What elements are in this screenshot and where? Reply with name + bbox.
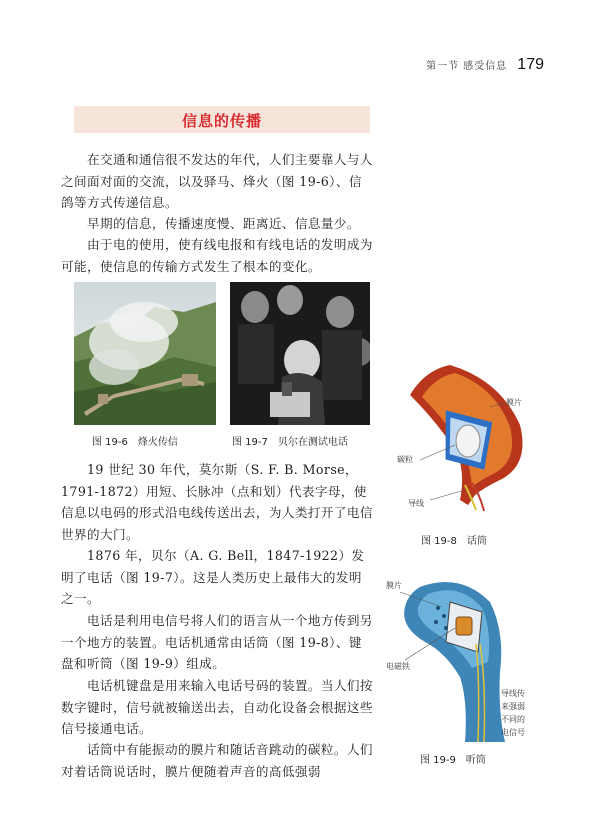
page-header [426,56,544,74]
electromagnet-label: 电磁铁 [386,662,410,671]
paragraph-1: 在交通和通信很不发达的年代，人们主要靠人与人之间面对面的交流，以及驿马、烽火（图 19-6）、信鸽等方式传递信息。 [61,152,373,210]
membrane-label-9: 膜片 [386,581,402,590]
wire-label: 导线 [408,499,424,508]
wire-signal-note-4: 电信号 [501,728,525,737]
section-title: 信息的传播 [181,112,262,130]
page-number: 179 [517,56,544,73]
paragraph-2: 早期的信息，传播速度慢、距离近、信息量少。 [61,216,360,231]
paragraph-7: 电话机键盘是用来输入电话号码的装置。当人们按数字键时，信号就被输送出去，自动化设备会根据这些信号接通电话。 [61,678,373,736]
paragraph-8: 话筒中有能振动的膜片和随话音跳动的碳粒。人们对着话筒说话时，膜片便随着声音的高低强弱 [61,742,373,779]
carbon-label: 碳粒 [397,455,413,464]
bell-telephone-photo [230,282,370,425]
microphone-diagram [380,355,540,515]
paragraph-4: 19 世纪 30 年代，莫尔斯（S. F. B. Morse，1791-1872）用短、长脉冲（点和划）代表字母，使信息以电码的形式沿电线传送出去，为人类打开了电信世界的大门。 [61,462,373,542]
wire-signal-note-1: 导线传 [501,689,525,698]
membrane-label-8: 膜片 [506,398,522,407]
great-wall-beacon-photo [74,282,216,425]
figure-9-caption: 图 19-9 听筒 [420,755,486,766]
figure-8-caption: 图 19-8 话筒 [421,536,487,547]
section-title-bar [74,106,370,133]
paragraph-5: 1876 年，贝尔（A. G. Bell，1847-1922）发明了电话（图 19-7）。这是人类历史上最伟大的发明之一。 [61,548,365,606]
paragraph-3: 由于电的使用，使有线电报和有线电话的发明成为可能，使信息的传输方式发生了根本的变化。 [61,237,373,274]
paragraph-6: 电话是利用电信号将人们的语言从一个地方传到另一个地方的装置。电话机通常由话筒（图 19-8）、键盘和听筒（图 19-9）组成。 [61,613,373,671]
figure-7-caption: 图 19-7 贝尔在测试电话 [232,437,348,448]
wire-signal-note-3: 不同的 [501,715,525,724]
chapter-label: 第一节 感受信息 [426,61,508,72]
figure-6-caption: 图 19-6 烽火传信 [92,437,178,448]
wire-signal-note-2: 来强弱 [501,702,525,711]
